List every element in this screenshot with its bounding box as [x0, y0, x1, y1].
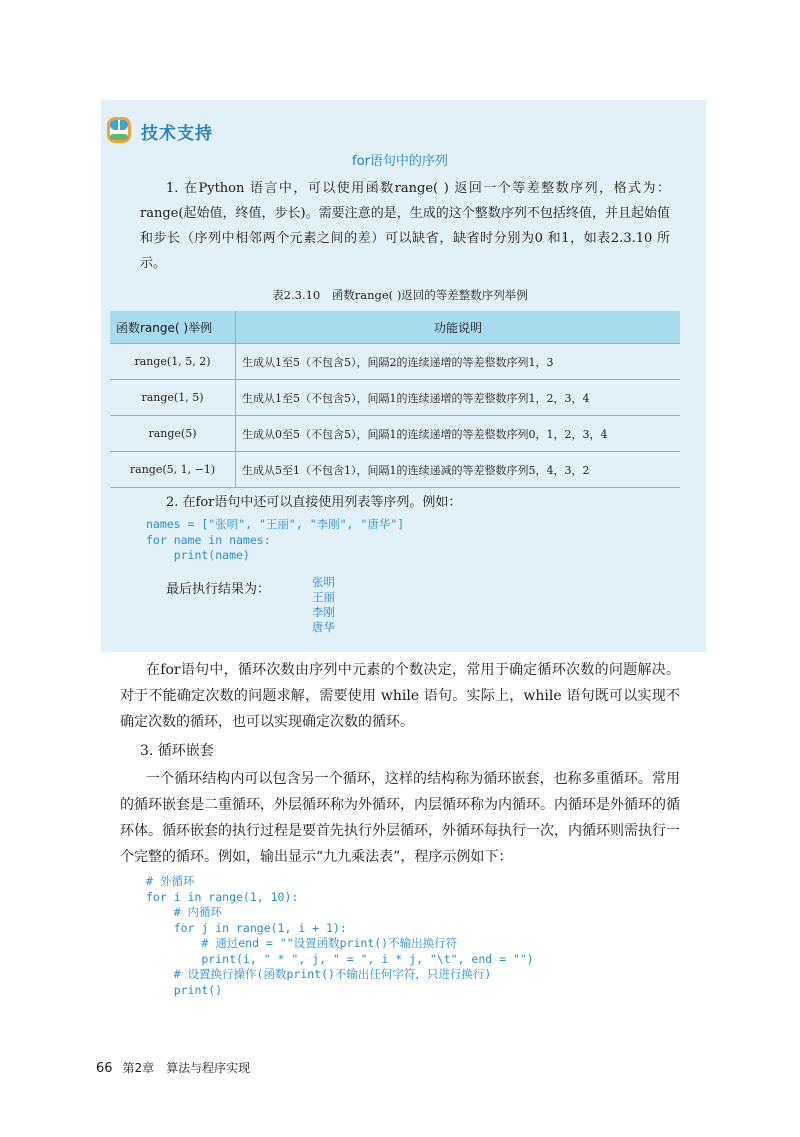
table-caption: 表2.3.10 函数range( )返回的等差整数序列举例	[272, 288, 528, 302]
code-line: for name in names:	[146, 532, 271, 547]
body-paragraph-2: 一个循环结构内可以包含另一个循环，这样的结构称为循环嵌套，也称多重循环。常用的循环嵌套是二重循环，外层循环称为外循环，内层循环称为内循环。内循环是外循环的循环体。循环嵌套的执行过程是要首先执行外层循环，外循环每执行一次，内循环则需执行一个完整的循环。例如，输出显示“九九乘法表”，程序示例如下：	[120, 771, 680, 865]
table-cell-example: range(5, 1, −1)	[110, 452, 236, 488]
table-cell-description: 生成从0至5（不包含5），间隔1的连续递增的等差整数序列0，1，2，3，4	[236, 416, 681, 452]
code-line: names = ["张明", "王丽", "李刚", "唐华"]	[146, 517, 405, 531]
code-line: # 设置换行操作(函数print()不输出任何字符，只进行换行)	[146, 967, 492, 981]
code-line: # 内循环	[146, 905, 223, 919]
result-label: 最后执行结果为：	[166, 582, 271, 597]
tech-support-icon	[106, 116, 132, 144]
table-cell-description: 生成从1至5（不包含5），间隔1的连续递增的等差整数序列1，2，3，4	[236, 380, 681, 416]
code-line: # 通过end = ""设置函数print()不输出换行符	[146, 936, 458, 950]
chapter-title: 第2章 算法与程序实现	[122, 1061, 251, 1075]
result-output	[312, 575, 335, 635]
table-row	[110, 416, 680, 452]
table-row	[110, 380, 680, 416]
result-line: 唐华	[312, 620, 335, 634]
result-line: 李刚	[312, 605, 335, 619]
result-line: 王丽	[312, 590, 335, 604]
table-row	[110, 452, 680, 488]
code-line: print(name)	[146, 548, 250, 562]
code-line: for i in range(1, 10):	[146, 889, 299, 904]
table-cell-description: 生成从1至5（不包含5），间隔2的连续递增的等差整数序列1，3	[236, 344, 681, 380]
table-cell-description: 生成从5至1（不包含1），间隔1的连续递减的等差整数序列5，4，3，2	[236, 452, 681, 488]
section-heading: 3. 循环嵌套	[140, 743, 214, 759]
table-row	[110, 344, 680, 380]
box-label: 技术支持	[141, 124, 213, 144]
table-cell-example: range(1, 5, 2)	[110, 344, 236, 380]
code-line: print(i, " * ", j, " = ", i * j, "\t", end = "")	[146, 951, 534, 966]
code-block-multiplication	[146, 874, 534, 998]
code-line: # 外循环	[146, 874, 195, 888]
box-paragraph-2: 2. 在for语句中还可以直接使用列表等序列。例如：	[166, 495, 462, 510]
box-paragraph-1: 1. 在Python 语言中，可以使用函数range( ) 返回一个等差整数序列，格式为：range(起始值，终值，步长)。需要注意的是，生成的这个整数序列不包括终值，并且起始值和步长（序列中相邻两个元素之间的差）可以缺省，缺省时分别为0 和1，如表2.3.10 所示。	[140, 181, 670, 271]
box-subtitle: for语句中的序列	[352, 154, 448, 169]
page-number: 66	[96, 1061, 113, 1076]
code-line: for j in range(1, i + 1):	[146, 920, 347, 935]
result-line: 张明	[312, 575, 335, 589]
range-table	[110, 311, 680, 488]
table-header-example: 函数range( )举例	[110, 311, 236, 344]
table-cell-example: range(1, 5)	[110, 380, 236, 416]
page-footer	[96, 1059, 250, 1076]
code-line: print()	[146, 982, 223, 997]
table-header-description: 功能说明	[236, 311, 681, 344]
table-cell-example: range(5)	[110, 416, 236, 452]
code-block-names	[146, 517, 404, 564]
body-paragraph-1: 在for语句中，循环次数由序列中元素的个数决定，常用于确定循环次数的问题解决。对于不能确定次数的问题求解，需要使用 while 语句。实际上，while 语句既可以实现不确定次数的循环，也可以实现确定次数的循环。	[120, 662, 680, 730]
